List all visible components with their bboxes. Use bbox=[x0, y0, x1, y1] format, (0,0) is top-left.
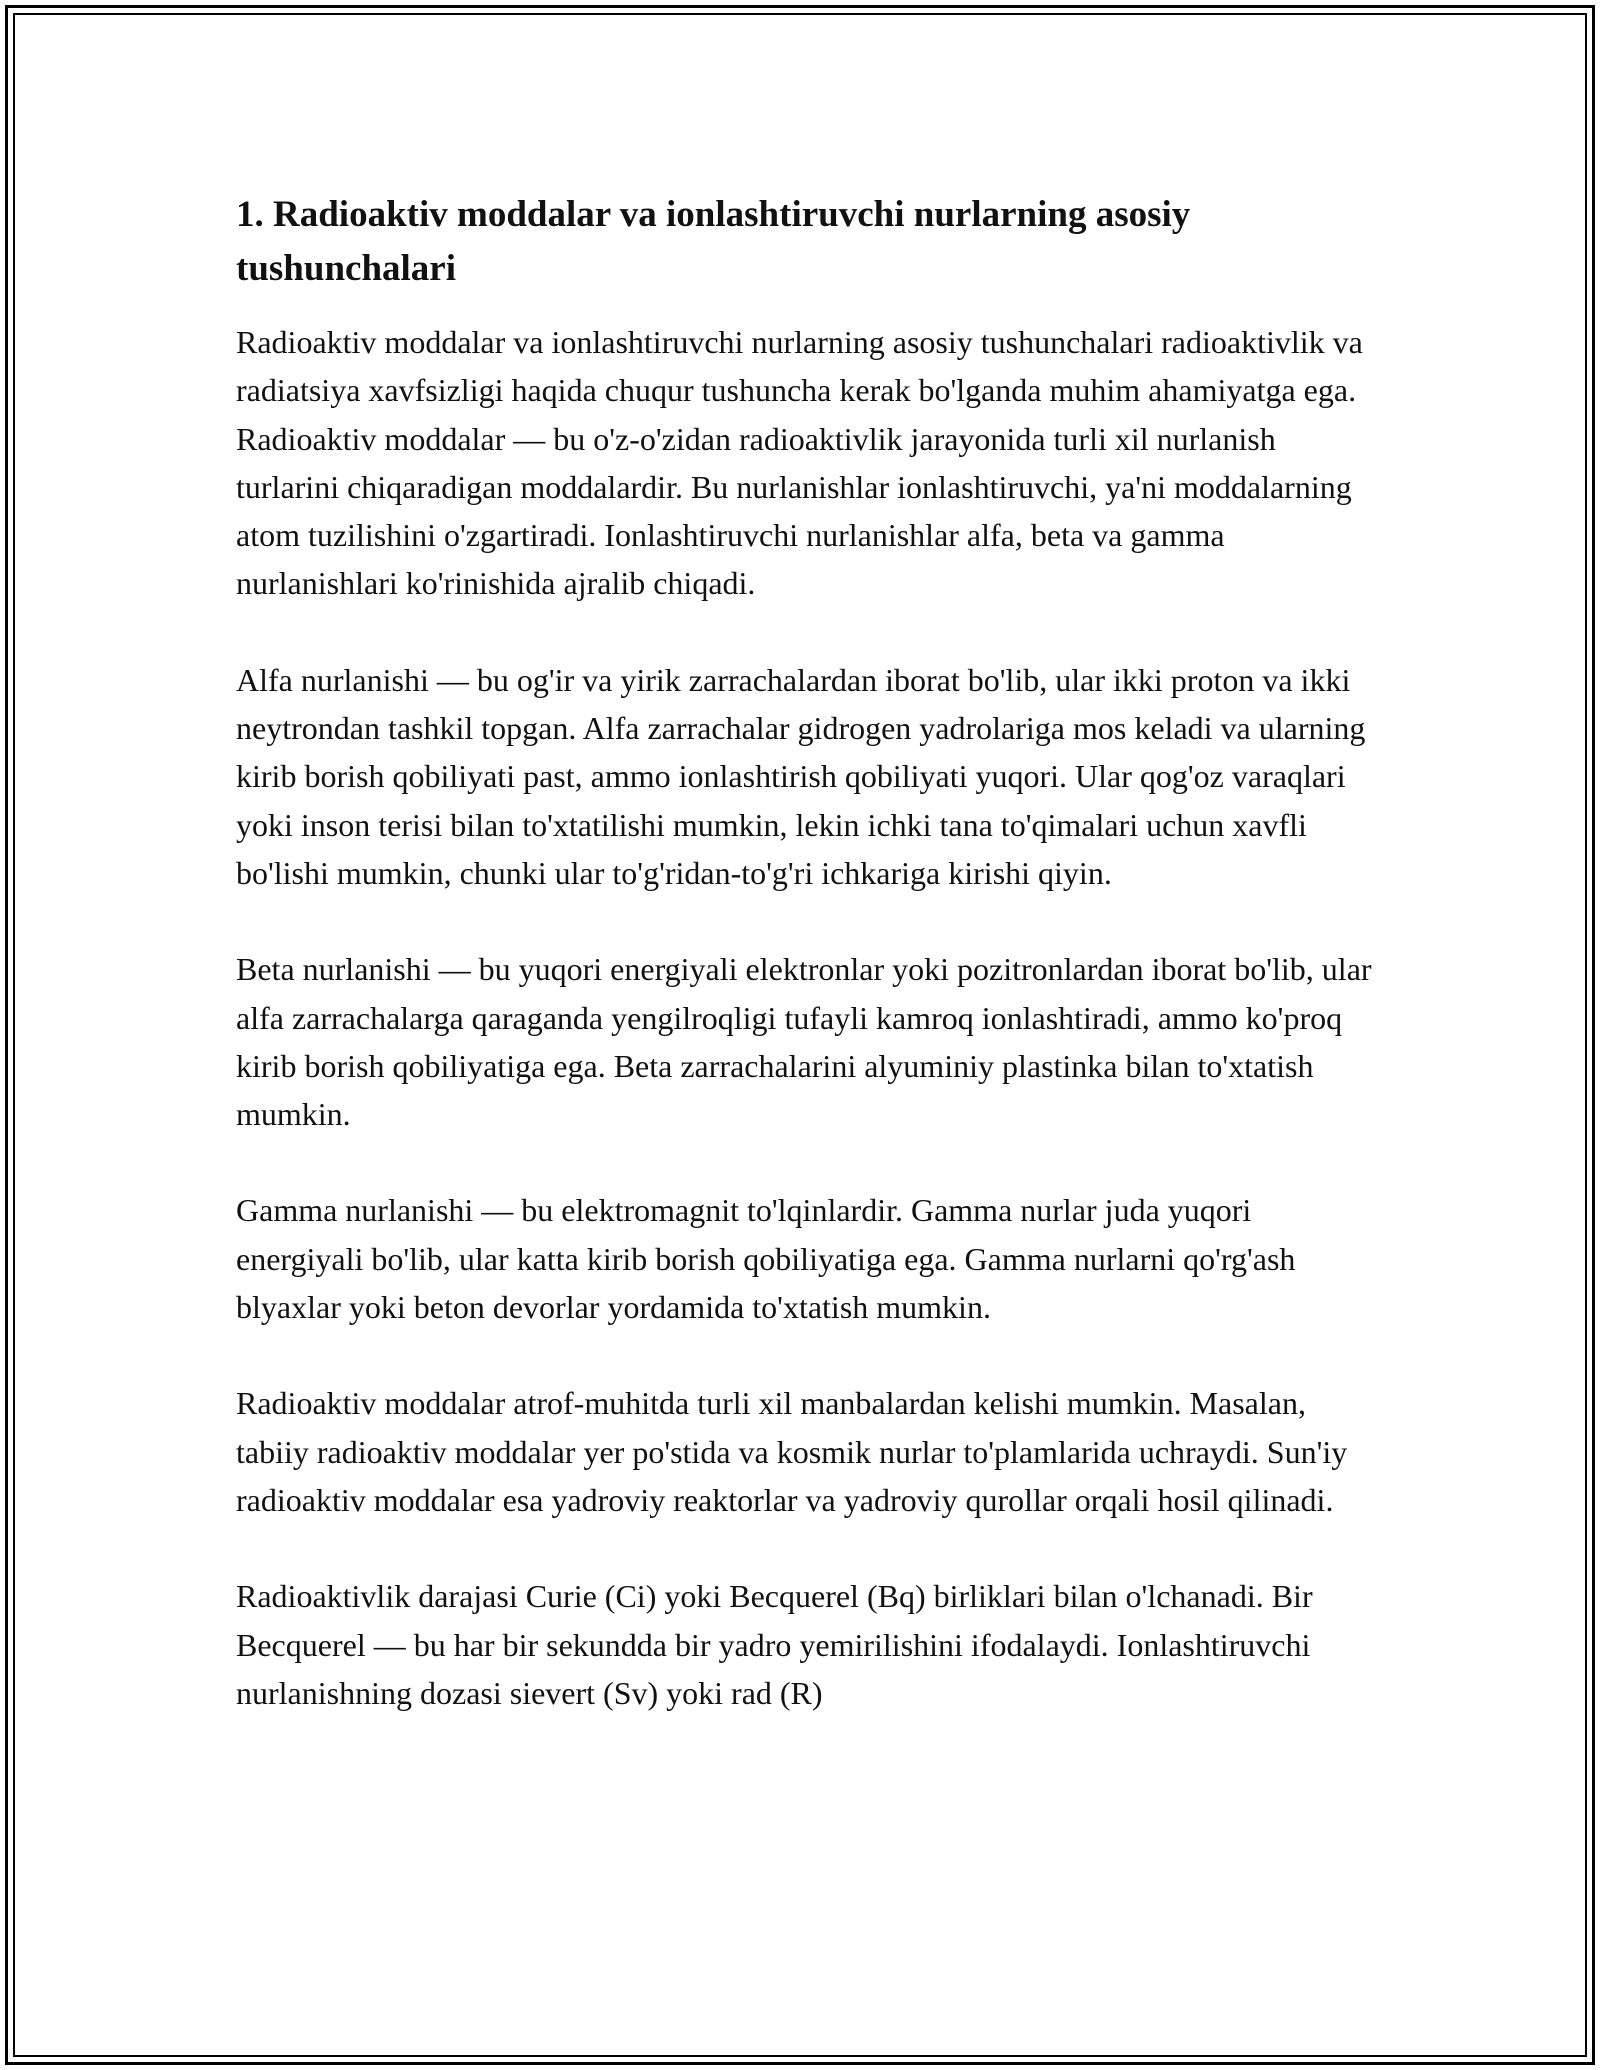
paragraph-intro: Radioaktiv moddalar va ionlashtiruvchi nurlarning asosiy tushunchalari radioaktivlik va radiatsiya xavfsizligi haqida chuqur tushuncha kerak bo'lganda muhim ahamiyatga ega. Radioaktiv moddalar — bu o'z-o'zidan radioaktivlik jarayonida turli xil nurlanish turlarini chiqaradigan moddalardir. Bu nurlanishlar ionlashtiruvchi, ya'ni moddalarning atom tuzilishini o'zgartiradi. Ionlashtiruvchi nurlanishlar alfa, beta va gamma nurlanishlari ko'rinishida ajralib chiqadi. bbox=[236, 324, 1363, 602]
paragraph-beta: Beta nurlanishi — bu yuqori energiyali elektronlar yoki pozitronlardan iborat bo'lib, ular alfa zarrachalarga qaraganda yengilroqligi tufayli kamroq ionlashtiradi, ammo ko'proq kirib borish qobiliyatiga ega. Beta zarrachalarini alyuminiy plastinka bilan to'xtatish mumkin. bbox=[236, 951, 1372, 1133]
document-body bbox=[236, 188, 1386, 1765]
paragraph-gamma: Gamma nurlanishi — bu elektromagnit to'lqinlardir. Gamma nurlar juda yuqori energiyali bo'lib, ular katta kirib borish qobiliyatiga ega. Gamma nurlarni qo'rg'ash blyaxlar yoki beton devorlar yordamida to'xtatish mumkin. bbox=[236, 1192, 1296, 1326]
paragraph-units: Radioaktivlik darajasi Curie (Ci) yoki Becquerel (Bq) birliklari bilan o'lchanadi. Bir Becquerel — bu har bir sekundda bir yadro yemirilishini ifodalaydi. Ionlashtiruvchi nurlanishning dozasi sievert (Sv) yoki rad (R) bbox=[236, 1578, 1313, 1711]
paragraph-sources: Radioaktiv moddalar atrof-muhitda turli xil manbalardan kelishi mumkin. Masalan, tabiiy radioaktiv moddalar yer po'stida va kosmik nurlar to'plamlarida uchraydi. Sun'iy radioaktiv moddalar esa yadroviy reaktorlar va yadroviy qurollar orqali hosil qilinadi. bbox=[236, 1385, 1348, 1518]
paragraph-alpha: Alfa nurlanishi — bu og'ir va yirik zarrachalardan iborat bo'lib, ular ikki proton va ikki neytrondan tashkil topgan. Alfa zarrachalar gidrogen yadrolariga mos keladi va ularning kirib borish qobiliyati past, ammo ionlashtirish qobiliyati yuqori. Ular qog'oz varaqlari yoki inson terisi bilan to'xtatilishi mumkin, lekin ichki tana to'qimalari uchun xavfli bo'lishi mumkin, chunki ular to'g'ridan-to'g'ri ichkariga kirishi qiyin. bbox=[236, 661, 1366, 891]
section-heading: 1. Radioaktiv moddalar va ionlashtiruvchi nurlarning asosiy tushunchalari bbox=[236, 194, 1191, 289]
